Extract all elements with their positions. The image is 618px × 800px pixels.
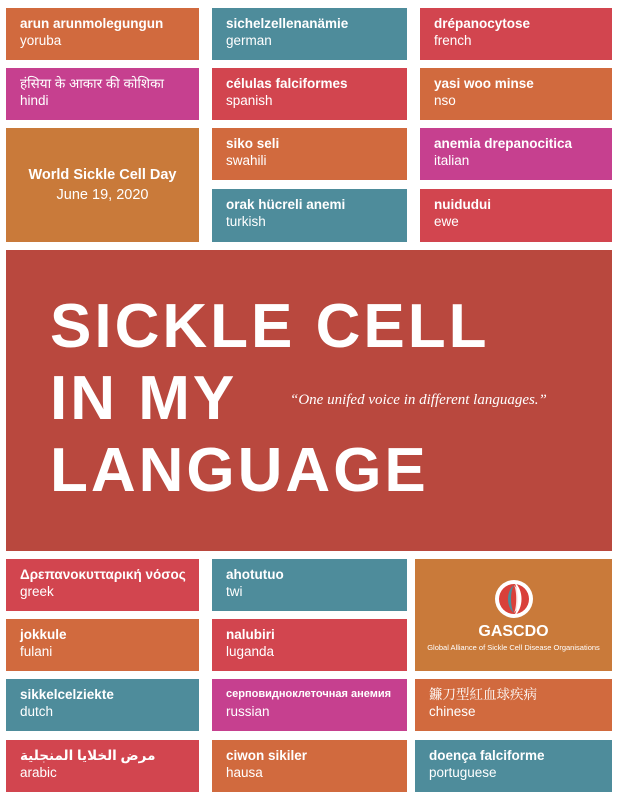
lang-greek: greek (20, 584, 54, 599)
tile-yoruba (6, 8, 199, 60)
lang-yoruba: yoruba (20, 33, 62, 48)
term-turkish: orak hücreli anemi (226, 197, 346, 212)
term-german: sichelzellenanämie (226, 16, 349, 31)
tile-spanish (212, 68, 407, 120)
tile-twi (212, 559, 407, 611)
tile-italian (420, 128, 612, 180)
tile-hindi (6, 68, 199, 120)
term-russian: серповидноклеточная анемия (226, 688, 392, 700)
tile-turkish (212, 189, 407, 242)
term-portuguese: doença falciforme (429, 748, 545, 763)
lang-portuguese: portuguese (429, 765, 497, 780)
event-tile (6, 128, 199, 242)
lang-italian: italian (434, 153, 470, 168)
term-dutch: sikkelcelziekte (20, 687, 114, 702)
tile-portuguese (415, 740, 612, 792)
hero-title-line-1: SICKLE CELL (50, 292, 490, 361)
tile-dutch (6, 679, 199, 731)
event-title: World Sickle Cell Day (28, 167, 177, 183)
org-full-name: Global Alliance of Sickle Cell Disease Organisations (427, 643, 600, 652)
hero-title-line-3: LANGUAGE (50, 436, 429, 505)
tile-russian (212, 679, 407, 731)
lang-hausa: hausa (226, 765, 263, 780)
lang-twi: twi (226, 584, 243, 599)
term-swahili: siko seli (226, 136, 280, 151)
term-fulani: jokkule (20, 627, 67, 642)
term-luganda: nalubiri (226, 627, 275, 642)
hero-tagline: “One unifed voice in different languages.” (290, 392, 547, 408)
tile-greek (6, 559, 199, 611)
lang-hindi: hindi (20, 93, 49, 108)
tile-german (212, 8, 407, 60)
event-date: June 19, 2020 (56, 187, 149, 203)
lang-chinese: chinese (429, 704, 476, 719)
lang-turkish: turkish (226, 214, 266, 229)
tile-chinese (415, 679, 612, 731)
term-arabic: مرض الخلايا المنجلية (20, 748, 156, 763)
tile-arabic (6, 740, 199, 792)
tile-luganda (212, 619, 407, 671)
lang-german: german (226, 33, 272, 48)
gascdo-logo-icon (494, 579, 534, 619)
term-nso: yasi woo minse (434, 76, 534, 91)
term-hausa: ciwon sikiler (226, 748, 308, 763)
tile-french (420, 8, 612, 60)
term-spanish: células falciformes (226, 76, 348, 91)
lang-ewe: ewe (434, 214, 459, 229)
hero-title-line-2: IN MY (50, 364, 238, 433)
lang-swahili: swahili (226, 153, 267, 168)
term-ewe: nuidudui (434, 197, 491, 212)
term-yoruba: arun arunmolegungun (20, 16, 164, 31)
term-greek: Δρεπανοκυτταρική νόσος (20, 567, 186, 582)
tile-nso (420, 68, 612, 120)
tile-ewe (420, 189, 612, 242)
lang-spanish: spanish (226, 93, 273, 108)
lang-russian: russian (226, 704, 270, 719)
tile-hausa (212, 740, 407, 792)
term-twi: ahotutuo (226, 567, 284, 582)
lang-arabic: arabic (20, 765, 57, 780)
term-french: drépanocytose (434, 16, 531, 31)
org-abbreviation: GASCDO (478, 623, 549, 640)
hero-banner (6, 250, 612, 551)
lang-french: french (434, 33, 472, 48)
gascdo-tile (415, 559, 612, 671)
term-chinese: 鐮刀型紅血球疾病 (429, 687, 537, 702)
term-italian: anemia drepanocitica (434, 136, 573, 151)
term-hindi: हंसिया के आकार की कोशिका (20, 76, 164, 91)
tile-fulani (6, 619, 199, 671)
lang-fulani: fulani (20, 644, 53, 659)
lang-luganda: luganda (226, 644, 275, 659)
tile-swahili (212, 128, 407, 180)
lang-nso: nso (434, 93, 456, 108)
lang-dutch: dutch (20, 704, 54, 719)
